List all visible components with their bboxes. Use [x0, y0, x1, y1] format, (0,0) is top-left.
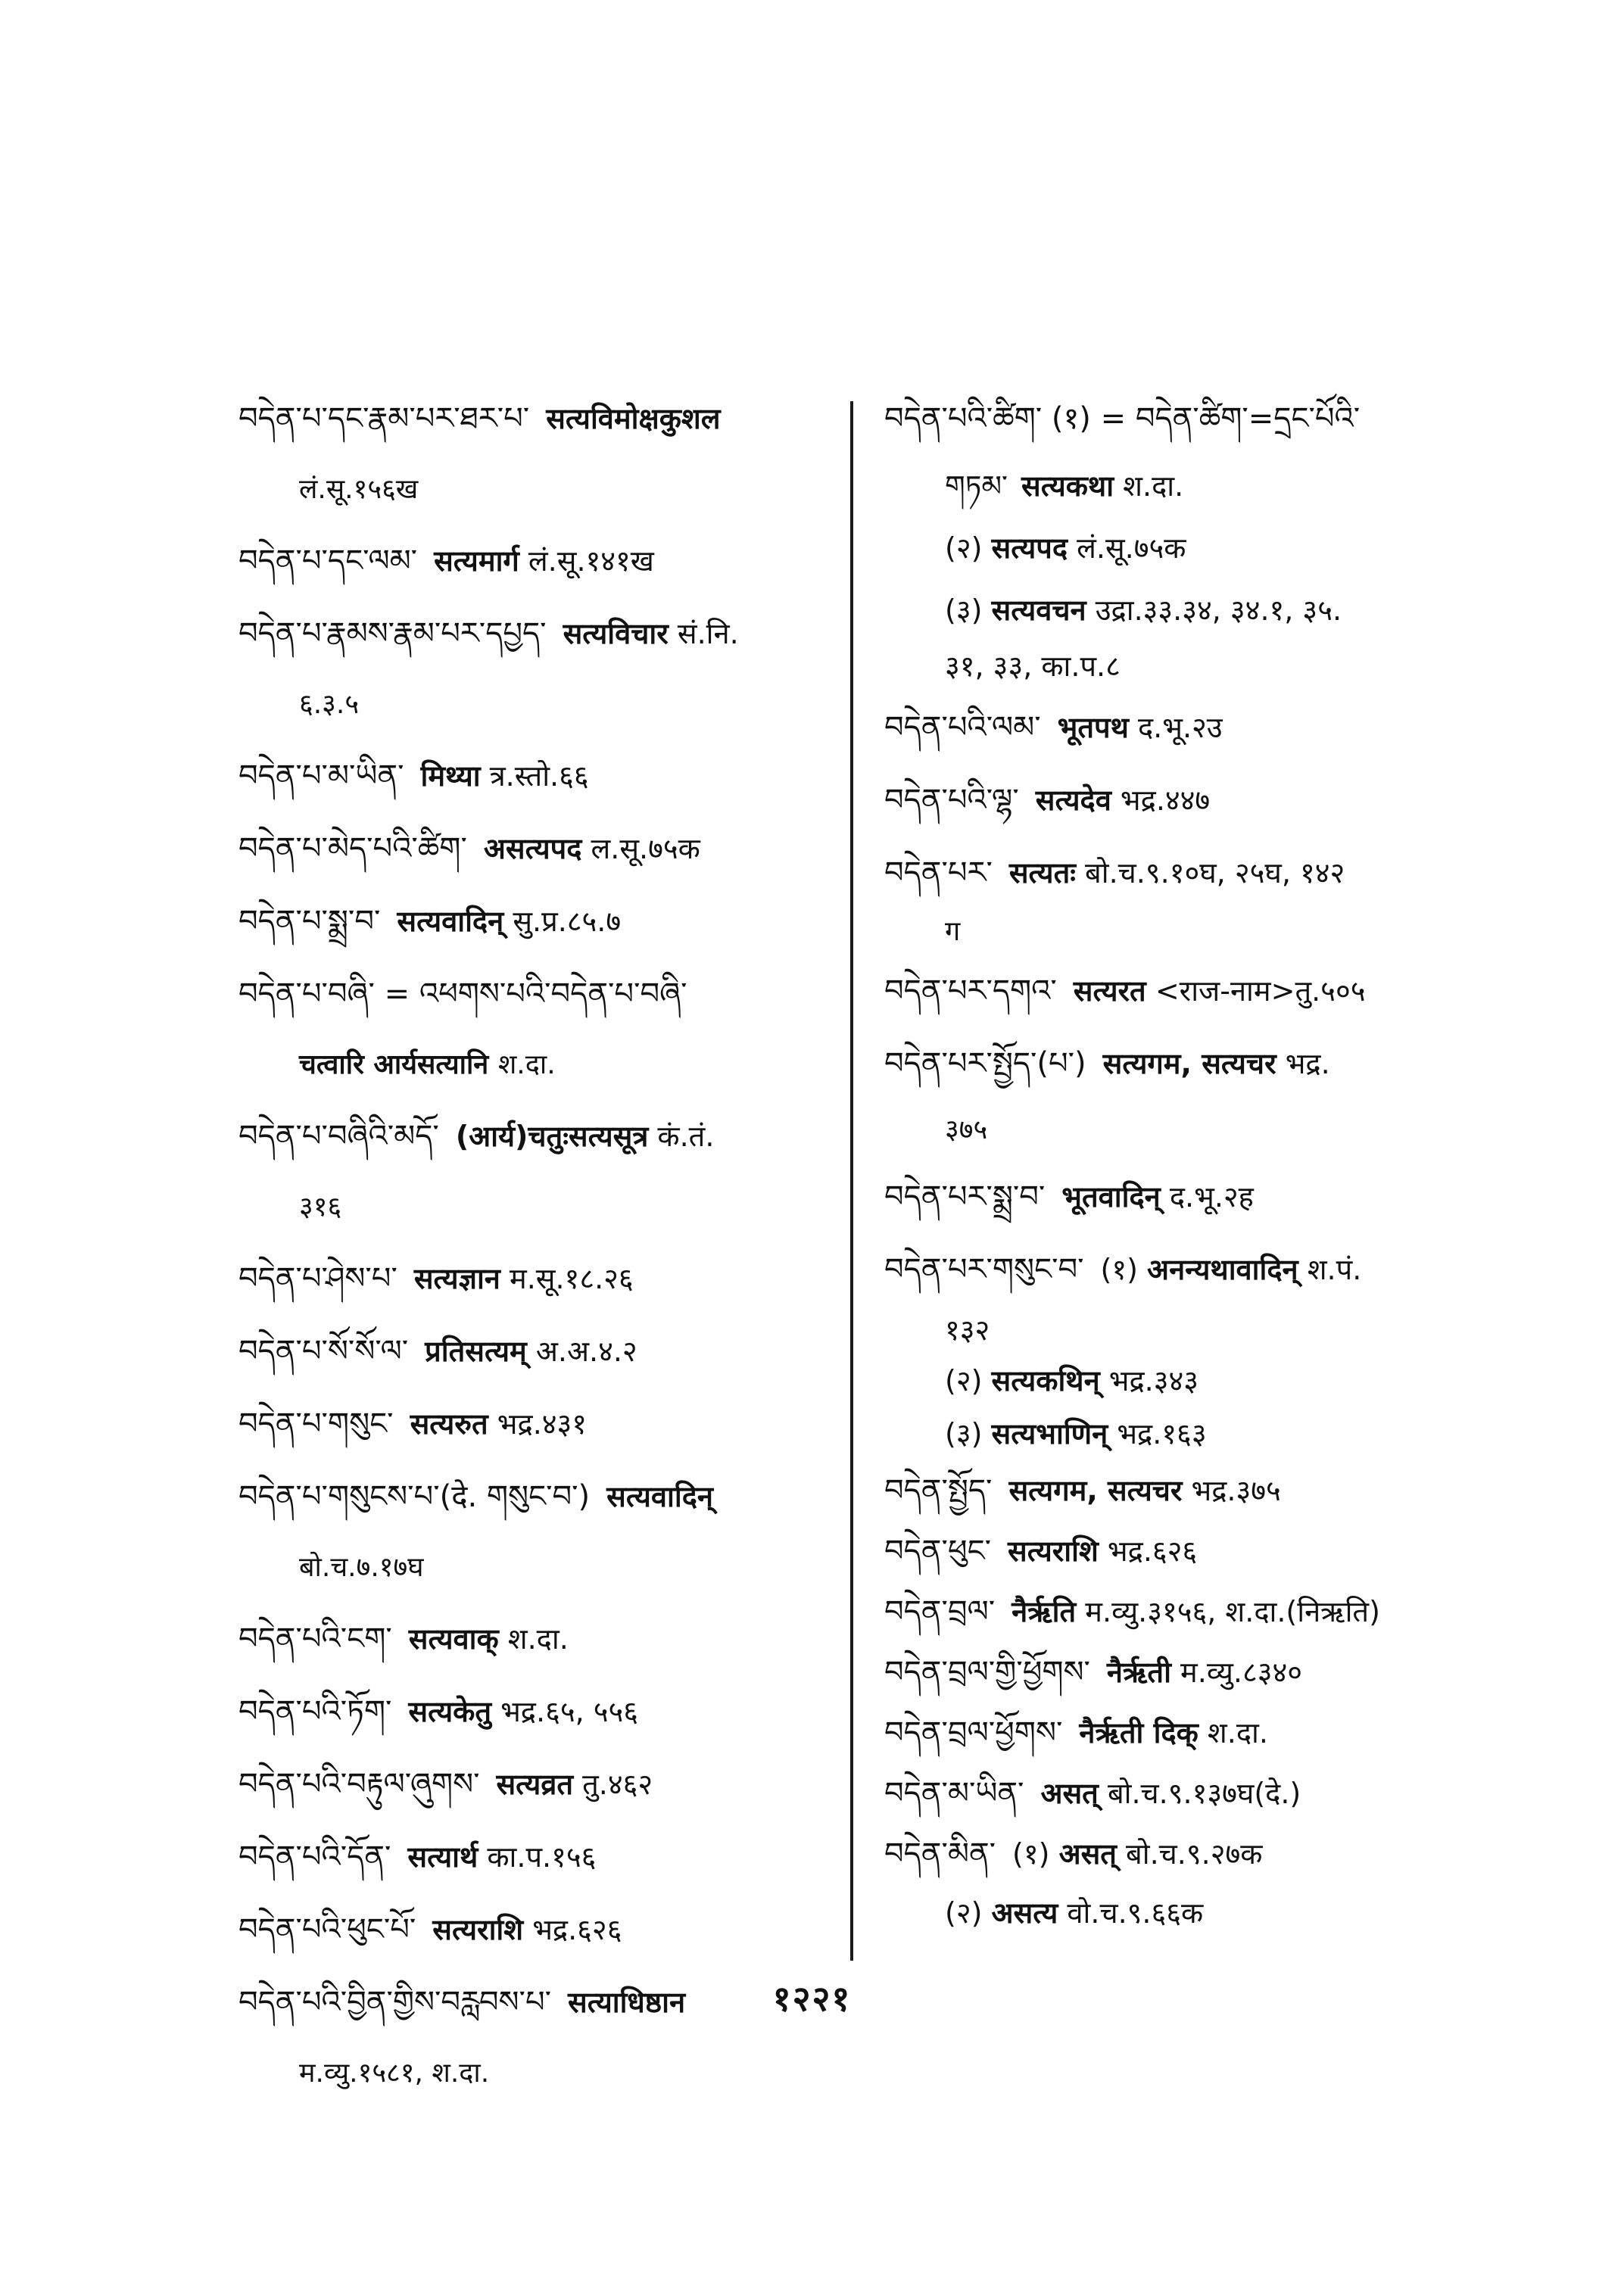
dictionary-entry	[238, 1603, 837, 1675]
sanskrit-gloss: सत्यराशि	[432, 1913, 524, 1946]
dictionary-entry	[884, 1233, 1490, 1306]
tibetan-headword: བདེན་པ་བཞིའི་མདོ་	[238, 1119, 439, 1154]
dictionary-entry	[884, 837, 1490, 909]
sanskrit-gloss: अनन्यथावादिन्	[1147, 1253, 1298, 1286]
reference: सं.नि.	[677, 617, 739, 650]
tibetan-continuation: གཏམ་	[945, 469, 1008, 503]
sense-number: (२)	[945, 1896, 983, 1930]
dictionary-entry	[884, 1161, 1490, 1233]
tibetan-headword: བདེན་པར་སྨྲ་བ་	[884, 1179, 1046, 1214]
sense-line	[884, 579, 1490, 641]
tibetan-headword: བདེན་པ་ཤེས་པ་	[238, 1261, 397, 1296]
dictionary-entry	[884, 764, 1490, 837]
reference: श.दा.	[497, 1049, 556, 1080]
sanskrit-gloss: सत्यकथिन्	[991, 1364, 1100, 1397]
sense-number: (३)	[945, 1417, 983, 1450]
sanskrit-gloss: चत्वारि आर्यसत्यानि	[299, 1049, 489, 1080]
tibetan-headword: བདེན་ཕུང་	[884, 1534, 991, 1569]
dictionary-entry	[238, 1748, 837, 1821]
sanskrit-gloss: असत्	[1058, 1837, 1117, 1871]
tibetan-headword: བདེན་སྤྱོད་	[884, 1473, 993, 1508]
tibetan-headword: བདེན་པའི་དོན་	[238, 1840, 391, 1874]
reference: भद्र.	[1285, 1047, 1330, 1080]
sanskrit-gloss: भूतवादिन्	[1061, 1180, 1161, 1213]
reference-line: म.व्यु.१५८१, श.दा.	[299, 2058, 490, 2089]
reference: अ.अ.४.२	[535, 1335, 637, 1368]
dictionary-entry	[238, 958, 837, 1030]
dictionary-entry	[238, 597, 837, 670]
reference-line: ६.३.५	[299, 689, 360, 720]
sanskrit-gloss: सत्यदेव	[1035, 784, 1111, 817]
tibetan-headword: བདེན་པ་མེད་པའི་ཚིག་	[238, 831, 467, 866]
dictionary-entry	[238, 1315, 837, 1388]
sanskrit-gloss: सत्यज्ञान	[413, 1262, 500, 1295]
tibetan-headword: བདེན་པའི་ཕུང་པོ་	[238, 1912, 416, 1947]
reference-line: ३१, ३३, का.प.८	[945, 650, 1121, 683]
tibetan-headword: བདེན་པའི་ཏོག་	[238, 1694, 392, 1729]
sense-number: (१)	[1012, 1837, 1050, 1871]
dictionary-entry	[238, 812, 837, 885]
dictionary-entry	[238, 1100, 837, 1173]
sense-number: (२)	[945, 1364, 983, 1397]
sanskrit-gloss: असत्यपद	[483, 832, 582, 865]
reference-line: लं.सू.१५६ख	[299, 474, 419, 505]
dictionary-entry	[884, 1763, 1490, 1824]
tibetan-headword: བདེན་པ་རྣམས་རྣམ་པར་དཔྱད་	[238, 616, 547, 651]
dictionary-entry	[884, 1027, 1490, 1100]
sense-number: (१)	[1100, 1253, 1138, 1286]
reference: श.दा.	[1123, 469, 1184, 503]
tibetan-headword: བདེན་པ་མ་ཡིན་	[238, 759, 404, 793]
sanskrit-gloss: सत्यवाक्	[408, 1622, 499, 1656]
tibetan-headword: བདེན་པའི་ལྷ་	[884, 783, 1019, 818]
sanskrit-gloss: सत्यरुत	[410, 1407, 488, 1441]
reference: का.प.१५६	[487, 1840, 597, 1874]
tibetan-headword: བདེན་བྲལ་ཕྱོགས་	[884, 1715, 1063, 1750]
sanskrit-gloss: सत्यवादिन्	[606, 1480, 714, 1513]
reference: भद्र.३४३	[1108, 1364, 1199, 1397]
sense-number: (३)	[945, 594, 983, 627]
reference: त्र.स्तो.६६	[489, 759, 589, 793]
tibetan-headword: བདེན་པར་དགའ་	[884, 974, 1057, 1008]
sanskrit-gloss: सत्यभाणिन्	[991, 1417, 1108, 1450]
reference: भद्र.१६३	[1117, 1417, 1207, 1450]
dictionary-entry	[238, 1675, 837, 1748]
reference: भद्र.४३१	[497, 1407, 588, 1441]
sanskrit-gloss: सत्यवादिन्	[397, 905, 504, 938]
reference: म.व्यु.३१५६, श.दा.(निऋति)	[1085, 1595, 1380, 1628]
tibetan-headword: བདེན་བྲལ་	[884, 1594, 996, 1629]
column-divider	[850, 401, 853, 1961]
reference: ल.सू.७५क	[591, 832, 700, 865]
reference: सु.प्र.८५.७	[513, 905, 622, 938]
reference-line: बो.च.७.१७घ	[299, 1552, 424, 1583]
reference: उद्रा.३३.३४, ३४.१, ३५.	[1095, 594, 1342, 627]
tibetan-headword: བདེན་པའི་ཚིག་ (१) = བདེན་ཚིག་=དྲང་པོའི་	[884, 401, 1361, 436]
reference: भद्र.६२६	[1107, 1534, 1198, 1568]
reference: भद्र.३७५	[1191, 1474, 1281, 1507]
sense-number: (२)	[945, 531, 983, 565]
tibetan-headword: བདེན་པ་སོ་སོ་ལ་	[238, 1334, 409, 1369]
reference: लं.सू.१४१ख	[528, 544, 654, 578]
sanskrit-gloss: सत्यगम, सत्यचर	[1102, 1047, 1276, 1080]
sanskrit-gloss: सत्यपद	[991, 531, 1068, 565]
sanskrit-gloss: सत्यविचार	[563, 617, 669, 650]
sense-line	[884, 1884, 1490, 1942]
sanskrit-gloss: (आर्य)चतुःसत्यसूत्र	[455, 1120, 649, 1153]
sanskrit-gloss: सत्यकथा	[1021, 469, 1114, 503]
reference-line	[238, 1030, 837, 1100]
reference-line: ३७५	[945, 1114, 988, 1145]
reference-line: ३१६	[299, 1192, 342, 1223]
reference: लं.सू.७५क	[1077, 531, 1186, 565]
dictionary-entry	[884, 1824, 1490, 1884]
dictionary-entry	[238, 740, 837, 812]
sanskrit-gloss: नैर्ऋती दिक्	[1079, 1716, 1199, 1749]
reference: श.दा.	[1207, 1716, 1268, 1749]
reference: श.पं.	[1307, 1253, 1362, 1286]
dictionary-entry	[884, 691, 1490, 764]
dictionary-entry	[884, 1581, 1490, 1642]
sanskrit-gloss: सत्यवचन	[991, 594, 1086, 627]
sense-line	[884, 1354, 1490, 1407]
tibetan-headword: བདེན་བྲལ་གྱི་ཕྱོགས་	[884, 1655, 1090, 1690]
reference: <राज-नाम>तु.५०५	[1155, 974, 1366, 1008]
reference: कं.तं.	[657, 1120, 715, 1153]
sanskrit-gloss: सत्यतः	[1008, 856, 1076, 889]
sanskrit-gloss: मिथ्या	[420, 759, 481, 793]
tibetan-headword: བདེན་པ་བཞི་ = འཕགས་པའི་བདེན་པ་བཞི་	[238, 977, 687, 1011]
sanskrit-gloss: सत्यार्थ	[407, 1840, 478, 1874]
sanskrit-gloss: सत्यरत	[1073, 974, 1146, 1008]
continuation-line	[884, 455, 1490, 517]
right-column	[884, 382, 1490, 1942]
reference: श.दा.	[507, 1622, 569, 1656]
dictionary-entry	[238, 1388, 837, 1460]
left-column	[238, 382, 837, 2108]
reference: बो.च.९.१०घ, २५घ, १४२	[1085, 856, 1345, 889]
sanskrit-gloss: सत्यकेतु	[408, 1695, 491, 1728]
tibetan-headword: བདེན་པ་དང་ལམ་	[238, 544, 418, 578]
dictionary-entry	[238, 1821, 837, 1893]
reference: म.व्यु.८३४०	[1180, 1656, 1302, 1689]
dictionary-entry	[884, 1703, 1490, 1763]
reference: भद्र.४४७	[1120, 784, 1211, 817]
reference: तु.४६२	[582, 1768, 653, 1801]
tibetan-headword: བདེན་པ་གསུང་	[238, 1407, 394, 1441]
sanskrit-gloss: सत्यगम, सत्यचर	[1008, 1474, 1183, 1507]
sense-line	[884, 1407, 1490, 1460]
sanskrit-gloss: नैर्ऋति	[1011, 1595, 1077, 1628]
reference: बो.च.९.२७क	[1126, 1837, 1263, 1871]
reference-line: ग	[945, 916, 961, 947]
dictionary-entry	[884, 382, 1490, 455]
sanskrit-gloss: सत्यव्रत	[496, 1768, 574, 1801]
tibetan-headword: བདེན་པའི་བྱིན་གྱིས་བརླབས་པ་	[238, 1985, 551, 2020]
reference: भद्र.६५, ५५६	[500, 1695, 639, 1728]
reference: बो.च.९.१३७घ(दे.)	[1107, 1777, 1301, 1810]
sanskrit-gloss: सत्यमार्ग	[434, 544, 519, 578]
sanskrit-gloss: सत्याधिष्ठान	[568, 1986, 686, 2019]
tibetan-headword: བདེན་པའི་ལམ་	[884, 710, 1041, 745]
tibetan-headword: བདེན་པའི་ངག་	[238, 1622, 392, 1656]
dictionary-entry	[238, 525, 837, 597]
dictionary-entry	[884, 1642, 1490, 1703]
tibetan-headword: བདེན་པ་སྨྲ་བ་	[238, 904, 381, 939]
tibetan-headword: བདེན་པར་སྤྱོད་(པ་)	[884, 1046, 1086, 1081]
dictionary-entry	[884, 955, 1490, 1027]
tibetan-headword: བདེན་པར་	[884, 855, 993, 890]
sanskrit-gloss: सत्यविमोक्षकुशल	[546, 402, 721, 435]
tibetan-headword: བདེན་པ་གསུངས་པ་(दे. གསུང་བ་)	[238, 1479, 591, 1514]
dictionary-entry	[238, 1460, 837, 1533]
sense-line	[884, 517, 1490, 579]
reference: द.भू.२उ	[1137, 711, 1223, 744]
tibetan-headword: བདེན་མ་ཡིན་	[884, 1776, 1024, 1811]
reference: द.भू.२ह	[1169, 1180, 1254, 1213]
dictionary-entry	[238, 1893, 837, 1966]
reference-line: १३२	[945, 1313, 990, 1347]
sanskrit-gloss: भूतपथ	[1057, 711, 1129, 744]
dictionary-entry	[884, 1460, 1490, 1521]
reference: वो.च.९.६६क	[1067, 1896, 1204, 1930]
sanskrit-gloss: असत्	[1040, 1777, 1099, 1810]
tibetan-headword: བདེན་པར་གསུང་བ་	[884, 1252, 1084, 1287]
sanskrit-gloss: सत्यराशि	[1008, 1534, 1099, 1568]
sanskrit-gloss: प्रतिसत्यम्	[425, 1335, 527, 1368]
dictionary-entry	[884, 1521, 1490, 1581]
tibetan-headword: བདེན་པ་དང་རྣམ་པར་ཐར་པ་	[238, 401, 530, 436]
dictionary-entry	[238, 1242, 837, 1315]
reference: भद्र.६२६	[532, 1913, 622, 1946]
sanskrit-gloss: नैर्ऋती	[1106, 1656, 1171, 1689]
reference: म.सू.१८.२६	[509, 1262, 634, 1295]
tibetan-headword: བདེན་པའི་བརྟུལ་ཞུགས་	[238, 1767, 480, 1802]
dictionary-entry	[238, 885, 837, 958]
page-number: १२२१	[772, 1978, 852, 2019]
tibetan-headword: བདེན་མིན་	[884, 1837, 996, 1871]
dictionary-entry	[238, 382, 837, 455]
sanskrit-gloss: असत्य	[991, 1896, 1058, 1930]
